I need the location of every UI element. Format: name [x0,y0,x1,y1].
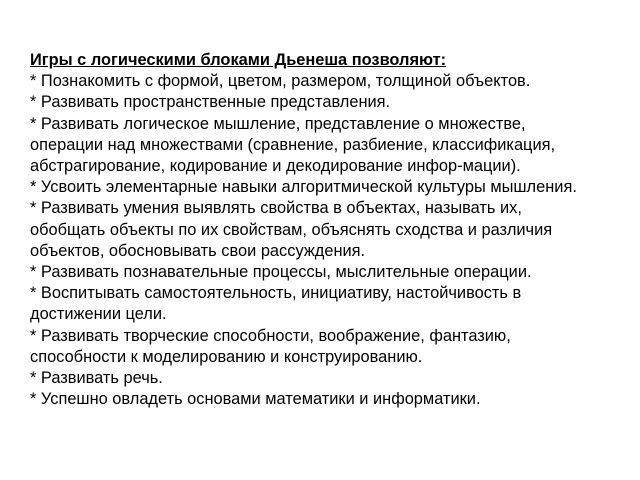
text-line: * Развивать творческие способности, воображение, фантазию, [30,326,511,345]
text-line: * Воспитывать самостоятельность, инициативу, настойчивость в [30,284,522,303]
text-line: * Развивать пространственные представления. [30,93,391,112]
text-line: достижении цели. [30,305,167,324]
text-line: обобщать объекты по их свойствам, объяснять сходства и различия [30,220,553,239]
text-line: способности к моделированию и конструированию. [30,347,423,366]
slide-heading: Игры с логическими блоками Дьенеша позволяют: [30,51,447,69]
text-line: объектов, обосновывать свои рассуждения. [30,241,366,260]
text-line: * Усвоить элементарные навыки алгоритмической культуры мышления. [30,178,577,197]
text-line: * Развивать познавательные процессы, мыслительные операции. [30,263,532,282]
text-line: операции над множествами (сравнение, разбиение, классификация, [30,135,556,154]
text-line: * Познакомить с формой, цветом, размером, толщиной объектов. [30,72,531,91]
text-line: * Успешно овладеть основами математики и информатики. [30,390,481,409]
text-line: абстрагирование, кодирование и декодирование инфор-мации). [30,157,521,176]
text-line: * Развивать логическое мышление, представление о множестве, [30,114,526,133]
text-line: * Развивать умения выявлять свойства в объектах, называть их, [30,199,522,218]
slide-content [30,50,615,410]
text-line: * Развивать речь. [30,369,163,388]
